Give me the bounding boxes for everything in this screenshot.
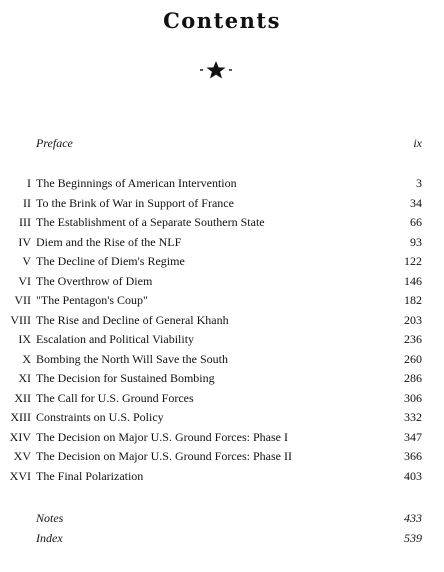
chapter-number: XIV (9, 429, 31, 444)
chapter-title: The Decision on Major U.S. Ground Forces: Phase I (36, 429, 288, 444)
toc-entry-chapter[interactable] (0, 272, 444, 290)
chapter-page: 366 (404, 449, 422, 463)
chapter-title: The Beginnings of American Intervention (36, 176, 237, 190)
chapter-page: 403 (404, 468, 422, 483)
chapter-title: The Decision for Sustained Bombing (36, 371, 215, 385)
entry-page: ix (413, 136, 422, 150)
toc-entry-chapter[interactable] (0, 369, 444, 387)
chapter-page: 146 (404, 273, 422, 288)
toc-entry-chapter[interactable] (0, 428, 444, 446)
chapter-title: "The Pentagon's Coup" (36, 293, 148, 307)
chapter-number: XVI (9, 468, 31, 483)
chapter-number: II (23, 195, 31, 210)
chapter-page: 3 (416, 176, 422, 190)
chapter-number: III (19, 215, 31, 229)
chapter-title: The Rise and Decline of General Khanh (36, 312, 229, 327)
chapter-number: VI (18, 273, 31, 288)
chapter-title: Diem and the Rise of the NLF (36, 234, 182, 249)
chapter-number: XIII (10, 410, 31, 424)
chapter-title: The Final Polarization (36, 468, 144, 483)
toc-entry-chapter[interactable] (0, 252, 444, 270)
chapter-number: XI (18, 371, 31, 385)
chapter-page: 332 (404, 410, 422, 424)
chapter-number: VIII (10, 312, 31, 327)
page-title: Contents (163, 8, 281, 33)
chapter-title: The Decline of Diem's Regime (36, 254, 185, 268)
chapter-number: VII (14, 293, 31, 307)
chapter-page: 203 (404, 312, 422, 327)
toc-entry-chapter[interactable] (0, 389, 444, 407)
chapter-title: To the Brink of War in Support of France (36, 195, 234, 210)
chapter-page: 347 (404, 429, 422, 444)
entry-page: 539 (404, 531, 422, 545)
toc-entry-chapter[interactable] (0, 408, 444, 426)
chapter-title: The Establishment of a Separate Southern State (36, 215, 265, 229)
entry-title: Notes (36, 511, 64, 525)
star-ornament-icon (200, 60, 232, 80)
chapter-number: V (22, 254, 31, 268)
chapter-page: 260 (404, 351, 422, 366)
chapter-number: IV (18, 234, 31, 249)
chapter-page: 306 (404, 390, 422, 405)
chapter-number: XII (14, 390, 31, 405)
entry-title: Preface (36, 136, 73, 150)
toc-entry-chapter[interactable] (0, 233, 444, 251)
toc-entry-chapter[interactable] (0, 467, 444, 485)
entry-title: Index (36, 531, 63, 545)
toc-entry-chapter[interactable] (0, 291, 444, 309)
toc-entry-chapter[interactable] (0, 174, 444, 192)
entry-page: 433 (404, 511, 422, 525)
chapter-title: The Call for U.S. Ground Forces (36, 390, 194, 405)
chapter-page: 34 (410, 195, 422, 210)
toc-entry-chapter[interactable] (0, 330, 444, 348)
chapter-title: Constraints on U.S. Policy (36, 410, 164, 424)
toc-entry-chapter[interactable] (0, 213, 444, 231)
chapter-number: XV (13, 449, 31, 463)
chapter-title: Bombing the North Will Save the South (36, 351, 228, 366)
chapter-title: The Overthrow of Diem (36, 273, 153, 288)
toc-entry-chapter[interactable] (0, 194, 444, 212)
chapter-number: IX (18, 332, 31, 346)
chapter-number: I (27, 176, 31, 190)
chapter-title: The Decision on Major U.S. Ground Forces: Phase II (36, 449, 292, 463)
chapter-page: 66 (410, 215, 422, 229)
chapter-number: X (22, 351, 31, 366)
toc-entry-chapter[interactable] (0, 350, 444, 368)
chapter-page: 122 (404, 254, 422, 268)
chapter-page: 286 (404, 371, 422, 385)
chapter-page: 93 (410, 234, 422, 249)
toc-entry-index[interactable] (0, 529, 444, 547)
chapter-title: Escalation and Political Viability (36, 332, 195, 346)
toc-entry-preface[interactable] (0, 134, 444, 152)
toc-entry-chapter[interactable] (0, 311, 444, 329)
toc-entry-chapter[interactable] (0, 447, 444, 465)
toc-entry-notes[interactable] (0, 509, 444, 527)
chapter-page: 182 (404, 293, 422, 307)
chapter-page: 236 (404, 332, 422, 346)
